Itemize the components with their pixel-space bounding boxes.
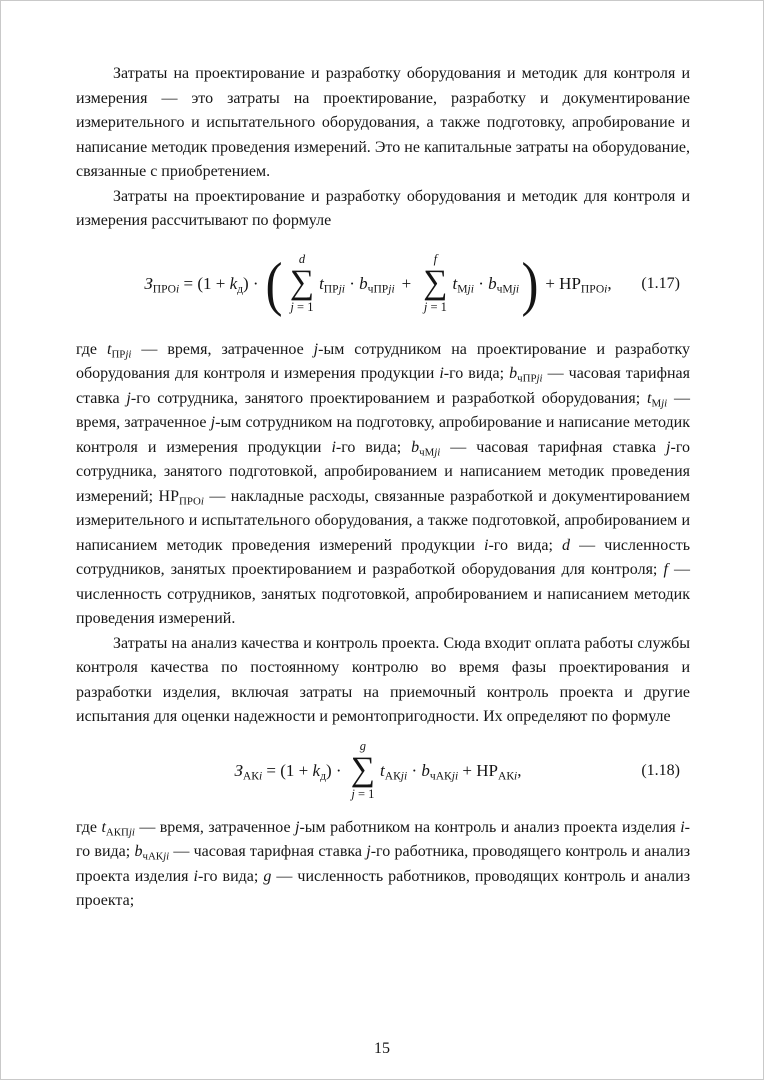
sum-lower-limit-1: j = 1 bbox=[290, 300, 314, 314]
equation-number-1-18: (1.18) bbox=[641, 761, 680, 779]
formula-1-17-body bbox=[144, 250, 611, 318]
sum-operator-2 bbox=[423, 253, 447, 314]
formula-1-18-body bbox=[234, 740, 521, 801]
formula-1-17 bbox=[76, 240, 680, 328]
sum-operator bbox=[351, 740, 375, 801]
big-paren-close: ) bbox=[521, 250, 539, 317]
sum-lower-limit-2: j = 1 bbox=[423, 300, 447, 314]
paragraph-where-1: где $t_{ПРji}$ — время, затраченное j-ым сотрудником на проектирование и разработку оборудования для контроля и измерения продукции i-го вида; $b_{чПРji}$ — часовая тарифная ставка j-го сотрудника, занятого проектированием и разработкой оборудования; $t_{Мji}$ — время, затраченное j-ым сотрудником на подготовку, апробирование и написание методик контроля и измерения продукции i-го вида; $b_{чМji}$ — часовая тарифная ставка j-го сотрудника, занятого подготовкой, апробированием и написанием методик проведения измерений; $НР_{ПРОi}$ — накладные расходы, связанные разработкой и документированием измерительного и испытательного оборудования, а также подготовкой, апробированием и написанием методик проведения измерений продукции i-го вида; d — численность сотрудников, занятых проектированием и разработкой оборудования для контроля; f — численность сотрудников, занятых подготовкой, апробированием и написанием методик проведения измерений. bbox=[76, 340, 691, 627]
plus-operator: + bbox=[401, 273, 412, 293]
formula-tail: + $НР_{АКi}$, bbox=[458, 760, 522, 783]
page-number: 15 bbox=[374, 1040, 390, 1057]
formula-term-1: $t_{ПРji} \cdot b_{чПРji}$ bbox=[319, 273, 395, 296]
formula-lhs: $З_{АКi} = (1 + k_д)$ · bbox=[234, 760, 346, 783]
paragraph-where-2: где $t_{АКПji}$ — время, затраченное j-ым работником на контроль и анализ проекта изделия i-го вида; $b_{чАКji}$ — часовая тарифная ставка j-го работника, проводящего контроль и анализ проекта изделия i-го вида; g — численность работников, проводящих контроль и анализ проекта; bbox=[76, 818, 691, 909]
formula-term-2: $t_{Мji} \cdot b_{чМji}$ bbox=[452, 273, 520, 296]
big-paren-open: ( bbox=[265, 250, 283, 317]
sum-operator-1 bbox=[290, 253, 314, 314]
sigma-icon: ∑ bbox=[289, 264, 315, 301]
paragraph-analysis-control: Затраты на анализ качества и контроль проекта. Сюда входит оплата работы службы контроля качества по постоянному контролю во время фазы проектирования и разработки изделия, включая затраты на приемочный контроль проекта и другие испытания для оценки надежности и ремонтопригодности. Их определяют по формуле bbox=[76, 634, 690, 725]
sum-upper-limit-1: d bbox=[298, 252, 306, 266]
sigma-icon: ∑ bbox=[350, 751, 376, 788]
sum-lower-limit: j = 1 bbox=[351, 787, 375, 801]
page-content bbox=[76, 62, 690, 914]
formula-1-18 bbox=[76, 736, 680, 806]
formula-lhs: $З_{ПРОi} = (1 + k_д)$ · bbox=[144, 273, 263, 296]
equation-number-1-17: (1.17) bbox=[641, 274, 680, 292]
sigma-icon: ∑ bbox=[423, 264, 448, 301]
formula-tail: + $НР_{ПРОi}$, bbox=[541, 273, 612, 296]
sum-upper-limit: g bbox=[359, 739, 367, 753]
paragraph-costs-definition: Затраты на проектирование и разработку оборудования и методик для контроля и измерения — это затраты на проектирование, разработку и документирование измерительного и испытательного оборудования, а также подготовку, апробирование и написание методик проведения измерений. Это не капитальные затраты на оборудование, связанные с приобретением. bbox=[76, 65, 690, 180]
formula-term: $t_{АКji} \cdot b_{чАКji}$ bbox=[380, 760, 459, 783]
sum-upper-limit-2: f bbox=[433, 252, 438, 266]
paragraph-formula-intro-1: Затраты на проектирование и разработку оборудования и методик для контроля и измерения рассчитывают по формуле bbox=[76, 187, 690, 229]
